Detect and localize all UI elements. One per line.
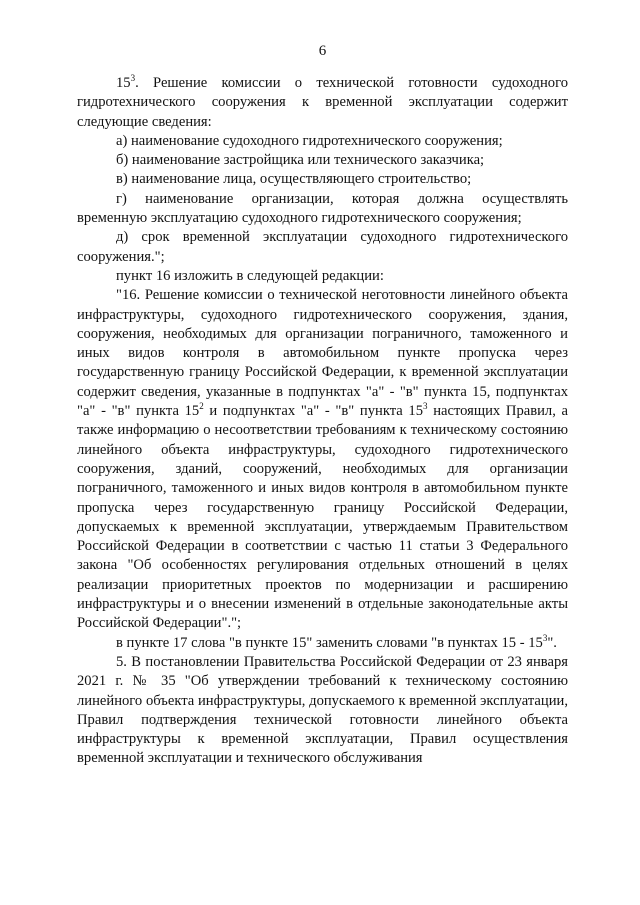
- superscript-2: 2: [199, 401, 204, 412]
- subitem-b: б) наименование застройщика или технического заказчика;: [116, 152, 485, 169]
- paragraph-text-part3: настоящих Правил, а также информацию о несоответствии требованиям к техническому состоянию линейного объекта инфраструктуры, судоходного гидротехнического сооружения, зданий, сооружений, необходимых для организации пограничного, таможенного и иных видов контроля в автомобильном пункте пропуска через государственную границу Российской Федерации, допускаемых к временной эксплуатации, утверждаемым Правительством Российской Федерации в соответствии с частью 11 статьи 3 Федерального закона "Об особенностях регулирования отдельных отношений в целях реализации приоритетных проектов по модернизации и расширению инфраструктуры и о внесении изменений в отдельные законодательные акты Российской Федерации".";: [77, 403, 569, 632]
- paragraph-text-part2: и подпунктах "а" - "в" пункта 15: [203, 403, 424, 420]
- point-number: 15: [116, 75, 131, 91]
- subitem-v: в) наименование лица, осуществляющего строительство;: [116, 171, 472, 188]
- paragraph-text: . Решение комиссии о технической готовности судоходного гидротехнического сооружения к временной эксплуатации содержит следующие сведения:: [77, 75, 568, 130]
- amendment-p17: [77, 634, 568, 653]
- superscript-3: 3: [542, 632, 548, 643]
- paragraph-15-3: [77, 74, 568, 132]
- superscript-3: 3: [423, 401, 428, 412]
- page-number: 6: [318, 43, 327, 59]
- amendment-intro-p16: пункт 16 изложить в следующей редакции:: [116, 267, 384, 284]
- subitem-a: а) наименование судоходного гидротехнического сооружения;: [116, 132, 503, 149]
- paragraph-16: [77, 286, 568, 633]
- paragraph-text: в пункте 17 слова "в пункте 15" заменить словами "в пунктах 15 - 15: [116, 634, 543, 651]
- subitem-g: г) наименование организации, которая должна осуществлять временную эксплуатацию судоходного гидротехнического сооружения;: [77, 190, 568, 227]
- subitem-d: д) срок временной эксплуатации судоходного гидротехнического сооружения.";: [77, 229, 568, 265]
- paragraph-text-tail: ".: [547, 634, 557, 651]
- point-superscript: 3: [130, 73, 136, 84]
- paragraph-text-part1: "16. Решение комиссии о технической неготовности линейного объекта инфраструктуры, судоходного гидротехнического сооружения, здания, сооружения, необходимых для организации пограничного, таможенного и иных видов контроля в автомобильном пункте пропуска через государственную границу Российской Федерации, к временной эксплуатации содержит сведения, указанные в подпунктах "а" - "в" пункта 15, подпунктах "а" - "в" пункта 15: [77, 287, 568, 420]
- point-5: 5. В постановлении Правительства Российской Федерации от 23 января 2021 г. № 35 "Об утверждении требований к техническому состоянию линейного объекта инфраструктуры, допускаемого к временной эксплуатации, Правил подтверждения технической готовности линейного объекта инфраструктуры к временной эксплуатации, Правил осуществления временной эксплуатации и технического обслуживания: [77, 653, 568, 767]
- document-body: [77, 74, 568, 769]
